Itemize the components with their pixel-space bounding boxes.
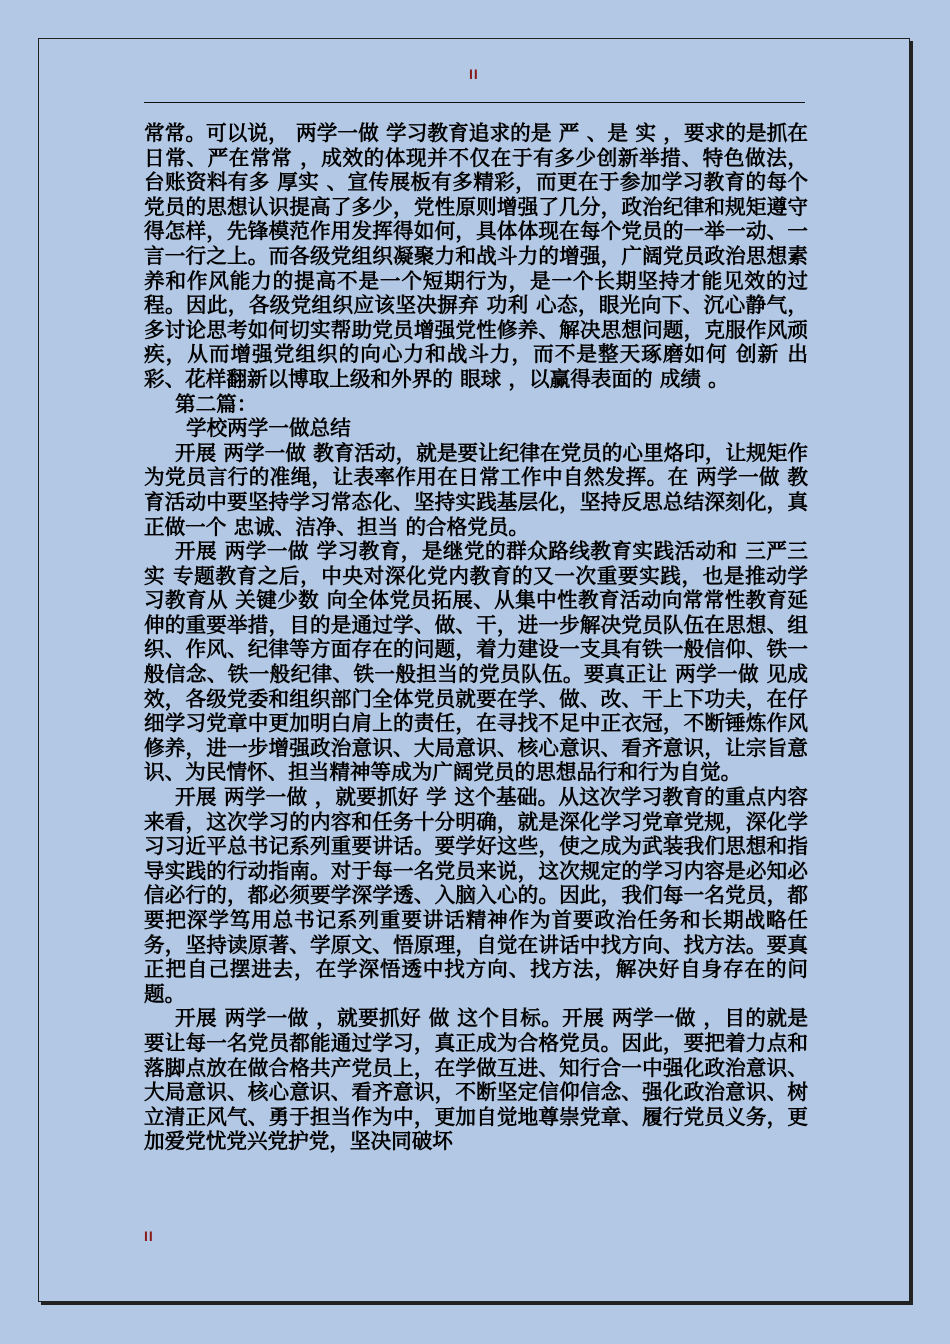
- section-heading: 第二篇：: [175, 391, 258, 416]
- paragraph: 开展 两学一做 学习教育，是继党的群众路线教育实践活动和 三严三实 专题教育之后，中央对深化党内教育的又一次重要实践，也是推动学习教育从 关键少数 向全体党员拓展、从集中性教育活动向常常性教育延伸的重要举措，目的是通过学、做、干，进一步解决党员队伍在思想、组织、作风、纪律等方面存在的问题，着力建设一支具有铁一般信仰、铁一般信念、铁一般纪律、铁一般担当的党员队伍。要真正让 两学一做 见成效，各级党委和组织部门全体党员就要在学、做、改、干上下功夫，在仔细学习党章中更加明白肩上的责任，在寻找不足中正衣冠，不断锤炼作风修养，进一步增强政治意识、大局意识、核心意识、看齐意识，让宗旨意识、为民情怀、担当精神等成为广阔党员的思想品行和行为自觉。: [144, 539, 808, 785]
- paragraph-continuation: 常常。可以说， 两学一做 学习教育追求的是 严 、是 实 ，要求的是抓在日常、严在常常 ，成效的体现并不仅在于有多少创新举措、特色做法，台账资料有多 厚实 、宣传展板有多精彩，而更在于参加学习教育的每个党员的思想认识提高了多少，党性原则增强了几分，政治纪律和规矩遵守得怎样，先锋模范作用发挥得如何，具体体现在每个党员的一举一动、一言一行之上。而各级党组织凝聚力和战斗力的增强，广阔党员政治思想素养和作风能力的提高不是一个短期行为，是一个长期坚持才能见效的过程。因此，各级党组织应该坚决摒弃 功利 心态，眼光向下、沉心静气，多讨论思考如何切实帮助党员增强党性修养、解决思想问题，克服作风顽疾，从而增强党组织的向心力和战斗力，而不是整天琢磨如何 创新 出彩、花样翻新以博取上级和外界的 眼球 ，以赢得表面的 成绩 。: [144, 121, 808, 391]
- paragraph: 开展 两学一做 教育活动，就是要让纪律在党员的心里烙印，让规矩作为党员言行的准绳，让表率作用在日常工作中自然发挥。在 两学一做 教育活动中要坚持学习常态化、坚持实践基层化，坚持反思总结深刻化，真正做一个 忠诚、洁净、担当 的合格党员。: [144, 440, 808, 539]
- document-body: [144, 121, 808, 1154]
- header-mark: II: [469, 66, 479, 82]
- paragraph: 开展 两学一做 ，就要抓好 学 这个基础。从这次学习教育的重点内容来看，这次学习的内容和任务十分明确，就是深化学习党章党规，深化学习习近平总书记系列重要讲话。要学好这些，使之成为武装我们思想和指导实践的行动指南。对于每一名党员来说，这次规定的学习内容是必知必信必行的，都必须要学深学透、入脑入心的。因此，我们每一名党员，都要把深学笃用总书记系列重要讲话精神作为首要政治任务和长期战略任务，坚持读原著、学原文、悟原理，自觉在讲话中找方向、找方法。要真正把自己摆进去，在学深悟透中找方向、找方法，解决好自身存在的问题。: [144, 785, 808, 1006]
- paragraph: 开展 两学一做 ，就要抓好 做 这个目标。开展 两学一做 ，目的就是要让每一名党员都能通过学习，真正成为合格党员。因此，要把着力点和落脚点放在做合格共产党员上，在学做互进、知行合一中强化政治意识、大局意识、核心意识、看齐意识，不断坚定信仰信念、强化政治意识、树立清正风气、勇于担当作为中，更加自觉地尊崇党章、履行党员义务，更加爱党忧党兴党护党，坚决同破坏: [144, 1006, 808, 1154]
- header-divider: [144, 102, 805, 103]
- section-title: 学校两学一做总结: [186, 416, 351, 441]
- footer-mark: II: [144, 1228, 154, 1244]
